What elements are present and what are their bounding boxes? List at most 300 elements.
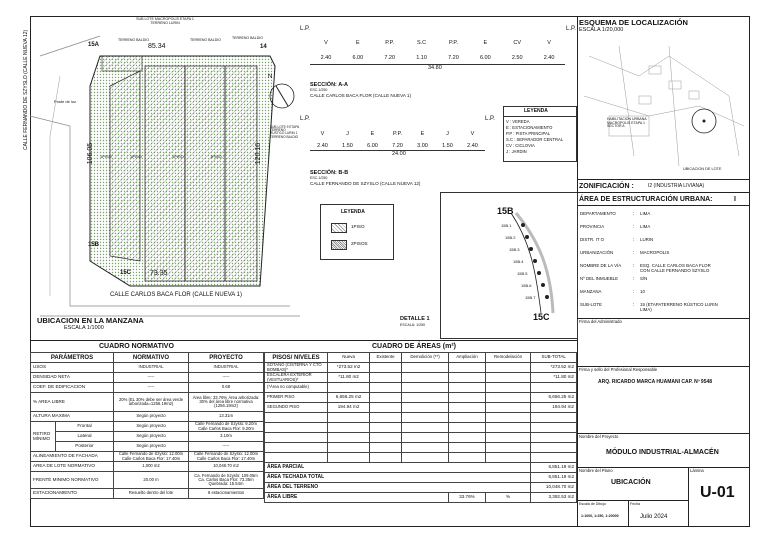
normativo-row <box>31 412 264 422</box>
section-a-label: CV <box>513 40 521 46</box>
section-a-scale: ESC.1/250 <box>310 88 328 92</box>
zoning-key: DEPARTAMENTO <box>580 211 616 216</box>
areas-empty <box>449 383 486 393</box>
areas-header-cell: SUB-TOTAL <box>531 353 577 363</box>
legend-street-item: S.C : SEPARADOR CENTRAL <box>506 137 564 142</box>
floor-label-1: 1PISO <box>100 154 112 159</box>
section-a-dim: 7.20 <box>384 55 396 61</box>
areas-empty <box>370 433 402 443</box>
areas-empty <box>370 363 402 373</box>
normativo-row <box>31 472 264 489</box>
areas-empty <box>449 413 486 423</box>
proj-cell: 10,048.70 m2 <box>189 462 264 472</box>
location-map <box>579 36 749 176</box>
detail-point-marker <box>541 283 545 287</box>
zoning-colon: : <box>633 211 635 217</box>
zoning-divider <box>577 192 750 193</box>
param-cell: ALINEAMIENTO DE FACHADA <box>31 452 114 462</box>
owner-sign: Firma del Administrado <box>579 319 622 324</box>
areas-empty <box>370 383 402 393</box>
areas-row <box>265 363 577 373</box>
section-b-dim: 7.20 <box>392 143 403 149</box>
areas-empty <box>401 363 448 373</box>
areas-subtotal <box>531 383 577 393</box>
legend-floor-2: 2PISOS <box>351 241 368 246</box>
areas-empty <box>401 433 448 443</box>
legend-streets-items <box>506 119 563 155</box>
norm-cell: Calle Fernando de Szyslo: 12.00m Calle Carlos Baca Flor: 17.40m <box>114 452 189 462</box>
section-b-label: J <box>346 131 349 137</box>
retiro-label: RETIRO MÍNIMO <box>31 422 56 452</box>
proj-cell: Área libre: 33.76% Área arborizada: 30% del área libre normativa (1256.19m2) <box>189 393 264 412</box>
scale-label: Escala de Dibujo <box>579 502 606 506</box>
detail-point-label: 15B.7 <box>525 295 536 300</box>
section-a-dim: 2.50 <box>511 55 523 61</box>
areas-empty <box>401 423 448 433</box>
areas-empty <box>485 403 531 413</box>
areas-total-label: ÁREA DEL TERRENO <box>265 483 531 493</box>
detail-point-marker <box>529 247 533 251</box>
detail-1 <box>440 192 578 339</box>
normativo-table <box>30 352 264 499</box>
zoning-label: ZONIFICACIÓN : <box>579 183 634 190</box>
zoning-value: 15 (ETAPATERRENO RÚSTICO LURIN LIMA) <box>640 302 718 312</box>
areas-libre-pct: 33.76% <box>449 493 486 503</box>
normativo-row <box>31 383 264 393</box>
detail-15b: 15B <box>497 206 514 216</box>
proj-cell: 3.10m <box>189 432 264 442</box>
areas-empty <box>485 413 531 423</box>
section-a-dim: 6.00 <box>352 55 364 61</box>
areas-empty <box>449 423 486 433</box>
section-a-dims <box>310 55 565 61</box>
scale-value: 1:1000, 1:250, 1:20000 <box>581 514 619 518</box>
param-cell: DENSIDAD NETA <box>31 373 114 383</box>
normativo-title: CUADRO NORMATIVO <box>99 343 174 350</box>
section-b-label: V <box>320 131 325 137</box>
floor-label-3: 1PISO <box>172 154 184 159</box>
areas-empty <box>485 453 531 463</box>
section-b <box>300 110 500 190</box>
param-header: PARÁMETROS <box>31 353 114 363</box>
lp-right: L.P. <box>566 26 576 32</box>
section-b-scale: ESC.1/250 <box>310 176 328 180</box>
param-cell: FRENTE MINIMO NORMATIVO <box>31 472 114 489</box>
areas-empty <box>370 393 402 403</box>
areas-level: PRIMER PISO <box>265 393 328 403</box>
proj-cell: Ca. Fernando de Szyslo: 109.05m Ca. Carlos Baca Flor: 73.35m Quebrada: 15.54m <box>189 472 264 489</box>
areas-level: SÓTANO (CISTERNA Y CTO BOMBAS)* <box>265 363 328 373</box>
date-label: Fecha <box>630 502 640 506</box>
param-cell: Frontal <box>56 422 114 432</box>
normativo-row <box>31 432 264 442</box>
zoning-colon: : <box>633 289 635 295</box>
detail-point-marker <box>545 295 549 299</box>
zoning-value: LIMA <box>640 211 651 216</box>
proj-cell: 0.68 <box>189 383 264 393</box>
dim-right: 120.16 <box>255 142 263 165</box>
areas-blank-row <box>265 453 577 463</box>
param-cell: Posterior <box>56 442 114 452</box>
proj-cell: Calle Fernando de Szyslo: 12.00m Calle Carlos Baca Flor: 17.40m <box>189 452 264 462</box>
vertex-15b: 15B <box>88 242 100 248</box>
zoning-value: I2 (INDUSTRIA LIVIANA) <box>648 183 705 189</box>
areas-total-label: ÁREA PARCIAL <box>265 463 531 473</box>
zoning-colon: : <box>633 276 635 282</box>
tables-divider <box>30 340 577 341</box>
areas-libre-pct-sign: % <box>485 493 531 503</box>
areas-empty <box>401 413 448 423</box>
neighbor-top-right: TERRENO BALDIO <box>232 36 263 40</box>
zoning-top-line <box>577 179 750 180</box>
areas-empty <box>265 413 328 423</box>
neighbor-top-mid: TERRENO BALDIO <box>190 38 221 42</box>
norm-cell: 1,000 m2 <box>114 462 189 472</box>
section-b-label: J <box>446 131 449 137</box>
swatch-1piso <box>331 223 347 233</box>
areas-empty <box>401 453 448 463</box>
section-a-dim: 2.40 <box>320 55 332 61</box>
areas-empty <box>328 433 370 443</box>
areas-new: *11.80 m2 <box>328 373 370 383</box>
zoning-value: S/N <box>640 276 648 281</box>
vertex-15c: 15C <box>120 270 132 276</box>
normativo-row <box>31 393 264 412</box>
area-estruct-value: I <box>734 196 736 203</box>
proj-cell: 13.31m <box>189 412 264 422</box>
areas-empty <box>328 423 370 433</box>
areas-total-label: ÁREA TECHADA TOTAL <box>265 473 531 483</box>
detail-point-marker <box>533 259 537 263</box>
norm-cell: INDUSTRIAL <box>114 363 189 373</box>
normativo-row <box>31 452 264 462</box>
sheet-divider <box>688 467 689 527</box>
areas-empty <box>449 443 486 453</box>
location-scale: ESCALA 1/20,000 <box>579 27 624 33</box>
areas-empty <box>401 443 448 453</box>
section-b-total: 24.00 <box>392 151 406 157</box>
legend-floors <box>320 204 394 260</box>
norm-cell: Según proyecto <box>114 432 189 442</box>
areas-empty <box>531 413 577 423</box>
areas-row <box>265 383 577 393</box>
param-cell: ALTURA MAXIMA <box>31 412 114 422</box>
location-area: HABILITACION URBANA MACROPOLIS ETAPA 1 SECTOR A <box>607 117 647 128</box>
street-left: CALLE FERNANDO DE SZYSLO (CALLE NUEVA 12) <box>23 29 29 150</box>
areas-empty <box>449 433 486 443</box>
areas-header-cell: Ampliación <box>449 353 486 363</box>
legend-floors-title: LEYENDA <box>341 209 365 215</box>
zoning-divider-2 <box>577 205 750 206</box>
param-cell: % AREA LIBRE <box>31 393 114 412</box>
param-cell: COEF. DE EDIFICACION <box>31 383 114 393</box>
section-a-dim: 1.10 <box>416 55 427 61</box>
proj-cell: INDUSTRIAL <box>189 363 264 373</box>
zoning-key: NOMBRE DE LA VÍA <box>580 263 622 268</box>
param-cell: ESTACIONAMIENTO <box>31 489 114 499</box>
zoning-value: LURIN <box>640 237 654 242</box>
section-b-label: P.P. <box>393 131 402 137</box>
normativo-row <box>31 373 264 383</box>
areas-row <box>265 403 577 413</box>
section-a-dim: 7.20 <box>448 55 459 61</box>
areas-libre-value: 3,392.53 m2 <box>531 493 577 503</box>
norm-cell: Según proyecto <box>114 412 189 422</box>
section-a-label: E <box>483 40 488 46</box>
areas-level: SEGUNDO PISO <box>265 403 328 413</box>
areas-total-value: 6,851.19 m2 <box>531 463 577 473</box>
zoning-key: DISTR. IT O <box>580 237 605 242</box>
section-a-label: V <box>547 40 551 46</box>
section-a <box>300 16 577 106</box>
areas-empty <box>370 373 402 383</box>
zoning-colon: : <box>633 224 635 230</box>
location-lot: UBICACION DE LOTE <box>683 167 722 171</box>
zoning-key: PROVINCIA <box>580 224 605 229</box>
areas-empty <box>531 423 577 433</box>
zoning-key: Nº DEL INMUEBLE <box>580 276 619 281</box>
areas-empty <box>531 443 577 453</box>
areas-row <box>265 373 577 383</box>
areas-new <box>328 383 370 393</box>
legend-streets-title: LEYENDA <box>524 108 548 114</box>
areas-empty <box>485 363 531 373</box>
areas-header-cell: Nueva <box>328 353 370 363</box>
areas-total-row <box>265 473 577 483</box>
param-cell: AREA DE LOTE NORMATIVO <box>31 462 114 472</box>
detail-point-label: 15B.1 <box>501 223 512 228</box>
neighbor-top: SUB LOTE MACROPOLIS ETAPA 1 TERRENO LURIN <box>136 17 194 25</box>
norm-cell: 20% (EL 30% debe ser área verde arborizada=1256.19m2) <box>114 393 189 412</box>
legend-street-item: J : JARDIN <box>506 149 527 154</box>
areas-subtotal: 194.94 m2 <box>531 403 577 413</box>
areas-subtotal: *273.52 m2 <box>531 363 577 373</box>
param-cell: USOS <box>31 363 114 373</box>
legend-street-item: P.P : PISTA PRINCIPAL <box>506 131 551 136</box>
scale-line <box>577 500 688 501</box>
vertex-15a: 15A <box>88 42 100 48</box>
areas-header <box>265 353 577 363</box>
zoning-value: LIMA <box>640 224 651 229</box>
areas-empty <box>328 413 370 423</box>
areas-total-row <box>265 463 577 473</box>
area-estruct-label: ÁREA DE ESTRUCTURACIÓN URBANA: <box>579 196 713 203</box>
project-name: MÓDULO INDUSTRIAL-ALMACÉN <box>606 449 719 456</box>
zoning-colon: : <box>633 263 635 269</box>
proj-cell: Calle Fernando de Szyslo: 9.20m Calle Carlos Baca Flor: 9.20m <box>189 422 264 432</box>
areas-blank-row <box>265 443 577 453</box>
section-a-dim: 2.40 <box>543 55 555 61</box>
legend-divider <box>504 116 576 117</box>
section-b-dims <box>310 143 485 149</box>
lp-right-b: L.P. <box>485 116 495 122</box>
detail-point-marker <box>521 223 525 227</box>
areas-header-cell: PISOS/ NIVELES <box>265 353 328 363</box>
detail-title: DETALLE 1 <box>400 316 430 322</box>
areas-empty <box>401 373 448 383</box>
proj-cell: 8 estacionamientos <box>189 489 264 499</box>
areas-header-cell: Demolición (**) <box>401 353 448 363</box>
neighbor-top-left: TERRENO BALDIO <box>118 38 149 42</box>
section-b-dim: 3.00 <box>417 143 428 149</box>
areas-empty <box>485 393 531 403</box>
areas-empty <box>265 433 328 443</box>
section-b-label: E <box>420 131 425 137</box>
norm-cell: ----- <box>114 383 189 393</box>
section-a-label: S.C <box>416 40 427 46</box>
date-divider <box>628 500 629 527</box>
section-a-label: E <box>355 40 360 46</box>
areas-level: ESCALERA EXTERIOR (VESTUARIOS)* <box>265 373 328 383</box>
legend-floor-1: 1PISO <box>351 224 365 229</box>
section-a-label: P.P. <box>385 40 395 46</box>
section-a-total: 34.80 <box>428 65 442 71</box>
areas-blank-row <box>265 423 577 433</box>
normativo-row <box>31 489 264 499</box>
section-b-label: V <box>470 131 475 137</box>
areas-empty <box>485 443 531 453</box>
dim-left: 106.05 <box>87 142 95 165</box>
areas-total-value: 6,851.19 m2 <box>531 473 577 483</box>
section-b-dim: 2.40 <box>467 143 478 149</box>
floor-label-2: 1PISO <box>130 154 142 159</box>
section-b-dim: 6.00 <box>367 143 378 149</box>
post-label: Poste de luz <box>54 99 77 104</box>
section-a-dim: 6.00 <box>479 55 491 61</box>
neighbor-right: SUB LOTE 9 ETAPA TERRENO RUSTICO LURIN 1 TERRENO BALDIO <box>270 125 300 139</box>
dim-bottom: 73.35 <box>150 270 168 277</box>
normativo-header <box>31 353 264 363</box>
areas-empty <box>449 453 486 463</box>
detail-point-label: 15B.6 <box>521 283 532 288</box>
areas-row <box>265 393 577 403</box>
areas-empty <box>531 453 577 463</box>
normativo-row <box>31 442 264 452</box>
normativo-row <box>31 363 264 373</box>
areas-blank-row <box>265 433 577 443</box>
areas-empty <box>449 393 486 403</box>
areas-empty <box>485 433 531 443</box>
detail-scale: ESCALA: 1/250 <box>400 323 426 327</box>
areas-title: CUADRO DE ÁREAS (m²) <box>372 343 456 350</box>
legend-street-item: V : VEREDA <box>506 119 530 124</box>
site-plan <box>30 16 330 334</box>
proj-cell: ----- <box>189 442 264 452</box>
zoning-key: SUB-LOTE <box>580 302 602 307</box>
proj-cell: ----- <box>189 373 264 383</box>
plan-name: UBICACIÓN <box>611 479 651 486</box>
floor-label-4: 1PISO <box>210 154 222 159</box>
lp-left: L.P. <box>300 26 310 32</box>
location-title: ESQUEMA DE LOCALIZACIÓN <box>579 18 688 27</box>
areas-total-row <box>265 483 577 493</box>
section-a-street: CALLE CARLOS BACA FLOR (CALLE NUEVA 1) <box>310 93 412 98</box>
areas-empty <box>401 393 448 403</box>
legend-streets <box>503 106 577 162</box>
dim-top: 85.34 <box>148 43 166 50</box>
areas-empty <box>370 453 402 463</box>
zoning-colon: : <box>633 237 635 243</box>
areas-subtotal: *11.80 m2 <box>531 373 577 383</box>
zoning-key: MANZANA <box>580 289 602 294</box>
areas-libre-row <box>265 493 577 503</box>
areas-empty <box>328 443 370 453</box>
svg-text:N: N <box>268 74 273 80</box>
areas-empty <box>401 403 448 413</box>
areas-libre-label: ÁREA LIBRE <box>265 493 449 503</box>
date-value: Julio 2024 <box>640 514 668 520</box>
areas-subtotal: 6,656.25 m2 <box>531 393 577 403</box>
normativo-row <box>31 422 264 432</box>
param-cell: Lateral <box>56 432 114 442</box>
section-a-title: SECCIÓN: A-A <box>310 82 348 88</box>
section-b-street: CALLE FERNANDO DE SZYSLO (CALLE NUEVA 12) <box>310 181 421 186</box>
areas-empty <box>370 423 402 433</box>
project-name-label: Nombre del Proyecto <box>579 434 619 439</box>
norm-cell: 20.00 m <box>114 472 189 489</box>
legend-street-item: CV : CICLOVIA <box>506 143 535 148</box>
architect: ARQ. RICARDO MARCA HUAMANI CAP. Nº 9548 <box>598 379 713 385</box>
section-a-labels <box>310 40 565 46</box>
areas-blank-row <box>265 413 577 423</box>
areas-new: 194.94 m2 <box>328 403 370 413</box>
norm-cell: Resuelto dentro del lote <box>114 489 189 499</box>
detail-15c: 15C <box>533 312 550 322</box>
norm-cell: Según proyecto <box>114 442 189 452</box>
detail-point-marker <box>537 271 541 275</box>
areas-empty <box>401 383 448 393</box>
normativo-row <box>31 462 264 472</box>
areas-empty <box>370 403 402 413</box>
detail-point-label: 15B.5 <box>517 271 528 276</box>
zoning-value: MACROPOLIS <box>640 250 670 255</box>
site-title: UBICACION EN LA MANZANA <box>37 316 144 325</box>
areas-new: 6,656.25 m2 <box>328 393 370 403</box>
areas-empty <box>485 373 531 383</box>
proj-header: PROYECTO <box>189 353 264 363</box>
section-b-dim: 1.50 <box>342 143 353 149</box>
areas-empty <box>265 423 328 433</box>
section-a-label: V <box>324 40 328 46</box>
zoning-colon: : <box>633 250 635 256</box>
areas-empty <box>449 403 486 413</box>
areas-total-value: 10,048.70 m2 <box>531 483 577 493</box>
detail-point-label: 15B.4 <box>513 259 524 264</box>
street-bottom: CALLE CARLOS BACA FLOR (CALLE NUEVA 1) <box>110 292 242 298</box>
section-b-title: SECCIÓN: B-B <box>310 170 349 176</box>
legend-street-item: E : ESTACIONAMIENTO <box>506 125 553 130</box>
detail-point-label: 15B.2 <box>505 235 516 240</box>
norm-cell: ----- <box>114 373 189 383</box>
detail-point-label: 15B.3 <box>509 247 520 252</box>
areas-empty <box>370 413 402 423</box>
areas-empty <box>370 443 402 453</box>
section-b-dim: 2.40 <box>317 143 328 149</box>
swatch-2pisos <box>331 240 347 250</box>
zoning-value: ESQ. CALLE CARLOS BACA FLOR CON CALLE FERNANDO SZYSLO <box>640 263 711 273</box>
areas-empty <box>449 363 486 373</box>
areas-empty <box>485 383 531 393</box>
areas-new: *273.52 m2 <box>328 363 370 373</box>
sheet-number: U-01 <box>700 484 735 501</box>
sheet-label: Lámina <box>690 468 704 473</box>
areas-empty <box>265 453 328 463</box>
section-b-labels <box>310 131 485 137</box>
areas-empty <box>485 423 531 433</box>
norm-header: NORMATIVO <box>114 353 189 363</box>
areas-table <box>264 352 577 503</box>
site-scale: ESCALA 1/1000 <box>64 325 104 331</box>
